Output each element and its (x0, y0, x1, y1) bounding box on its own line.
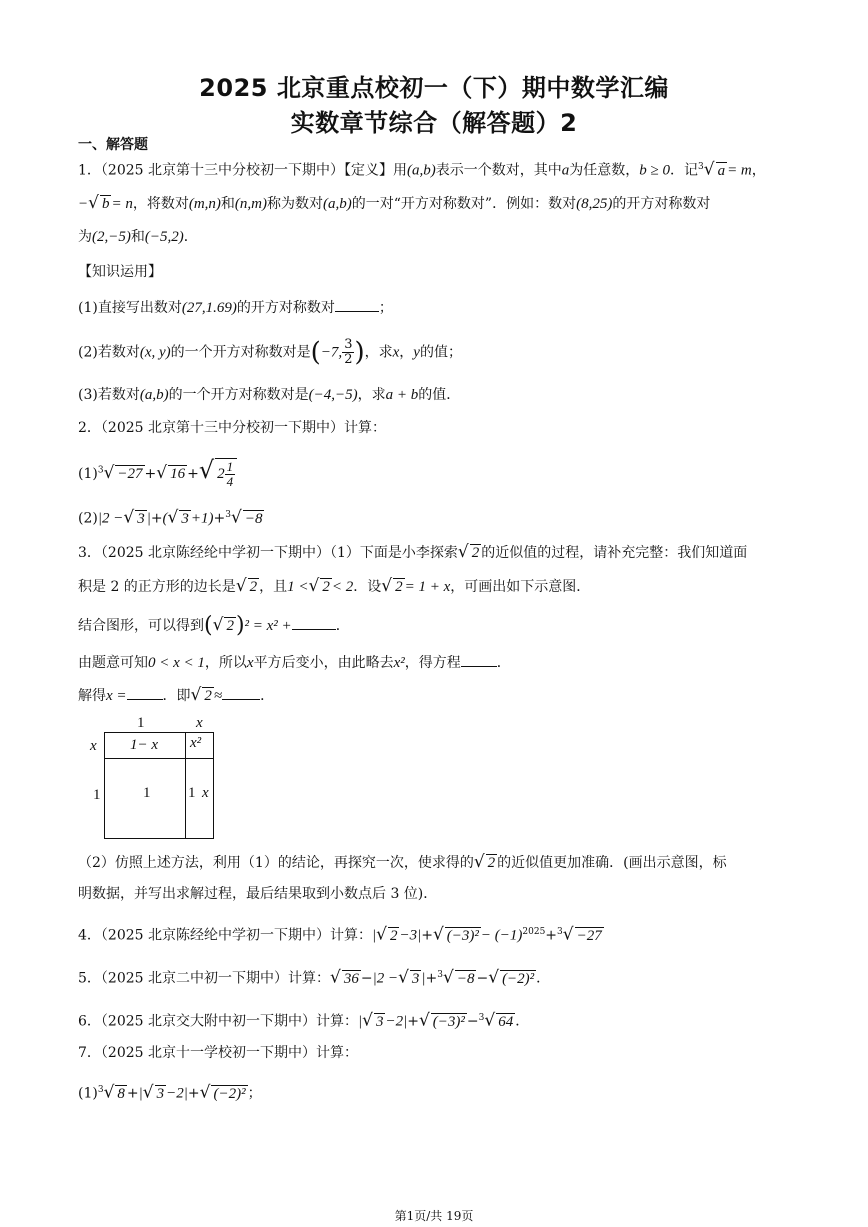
q2-heading: 2．（2025 北京第十三中分校初一下期中）计算： (78, 420, 386, 436)
diagram-top-label-1: 1 (137, 715, 145, 731)
q3-line5: 解得x = ．即√ 2 ≈ ． (78, 685, 275, 705)
q1-line3: 为(2,−5)和(−5,2)． (78, 229, 198, 245)
doc-title-line2: 实数章节综合（解答题）2 (290, 109, 578, 137)
doc-title-line1: 2025 北京重点校初一（下）期中数学汇编 (199, 74, 669, 102)
q1-part3: (3)若数对(a,b)的一个开方对称数对是(−4,−5)，求a + b的值． (78, 387, 461, 403)
q1-part1: (1)直接写出数对(27,1.69)的开方对称数对 ； (78, 297, 393, 318)
q2-part2: (2)|2 −√ 3 |+(√ 3 +1)+$^3$√ −8 (78, 507, 263, 528)
q3-line4: 由题意可知0 < x < 1，所以x平方后变小，由此略去x²，得方程 ． (78, 652, 511, 673)
q1-part2: (2)若数对(x, y)的一个开方对称数对是(−7, $\frac{3}{2}$ )，求x，y的值； (78, 337, 462, 368)
q3-line3: 结合图形，可以得到(√ 2)² = x² + ． (78, 613, 350, 638)
q3-line2: 积是 2 的正方形的边长是√ 2 ，且1 <√ 2 < 2．设√ 2 = 1 + x，可画出如下示意图． (78, 576, 591, 596)
diagram-cell-label-x-squared: x² (190, 735, 202, 751)
q1-knowledge-heading: 【知识运用】 (78, 264, 162, 280)
diagram-top-label-x: x (196, 715, 203, 731)
q7-heading: 7．（2025 北京十一学校初一下期中）计算： (78, 1045, 358, 1061)
q4-line: 4．（2025 北京陈经纶中学初一下期中）计算：|√ 2 −3|+√ $(-3)^2 - (-1)^{2025}+^3√ -27$ (78, 924, 602, 945)
q3-part2-line2: 明数据，并写出求解过程，最后结果取到小数点后 3 位)． (78, 886, 438, 902)
section-heading: 一、解答题 (78, 137, 148, 153)
diagram-cell-label-right-1: 1 (188, 785, 196, 801)
diagram-left-label-x: x (90, 738, 97, 754)
q5-line: 5．（2025 北京二中初一下期中）计算：√ 36 −|2 −√ 3 |+$^3$√ −8 −√ (−2)² ． (78, 967, 551, 988)
q3-line1: 3．（2025 北京陈经纶中学初一下期中）（1）下面是小李探索√ 2 的近似值的过程，请补充完整：我们知道面 (78, 542, 748, 562)
q1-line2: −√ b = n，将数对(m,n)和(n,m)称为数对(a,b)的一对“开方对称数对”．例如：数对(8,25)的开方对称数对 (78, 193, 711, 213)
q7-part1: $(1)^3√$ 8 +|√ 3 −2|+√ (−2)² ； (78, 1082, 262, 1103)
q1-line1: 1．（2025 北京第十三中分校初一下期中）【定义】用(a,b)表示一个数对，其中a为任意数，b ≥ 0．记$^3$√ a = m， (78, 159, 766, 180)
square-diagram (85, 715, 225, 840)
diagram-left-label-1: 1 (93, 787, 101, 803)
diagram-cell-label-1: 1 (143, 785, 151, 801)
q3-part2-line1: （2）仿照上述方法，利用（1）的结论，再探究一次，使求得的√ 2 的近似值更加准确．(画出示意图，标 (78, 852, 727, 872)
q2-part1: $(1)^3√ -27$ +√ 16 +√ 2 $\frac{1}{4}$ (78, 458, 237, 489)
q6-line: 6．（2025 北京交大附中初一下期中）计算：|√ 3 −2|+√ (−3)² −$^3$√ 64 ． (78, 1010, 530, 1031)
page-footer: 第1页/共 19页 (394, 1209, 474, 1223)
diagram-cell-label-1-minus-x: 1− x (130, 737, 159, 753)
diagram-cell-label-right-x: x (202, 785, 209, 801)
